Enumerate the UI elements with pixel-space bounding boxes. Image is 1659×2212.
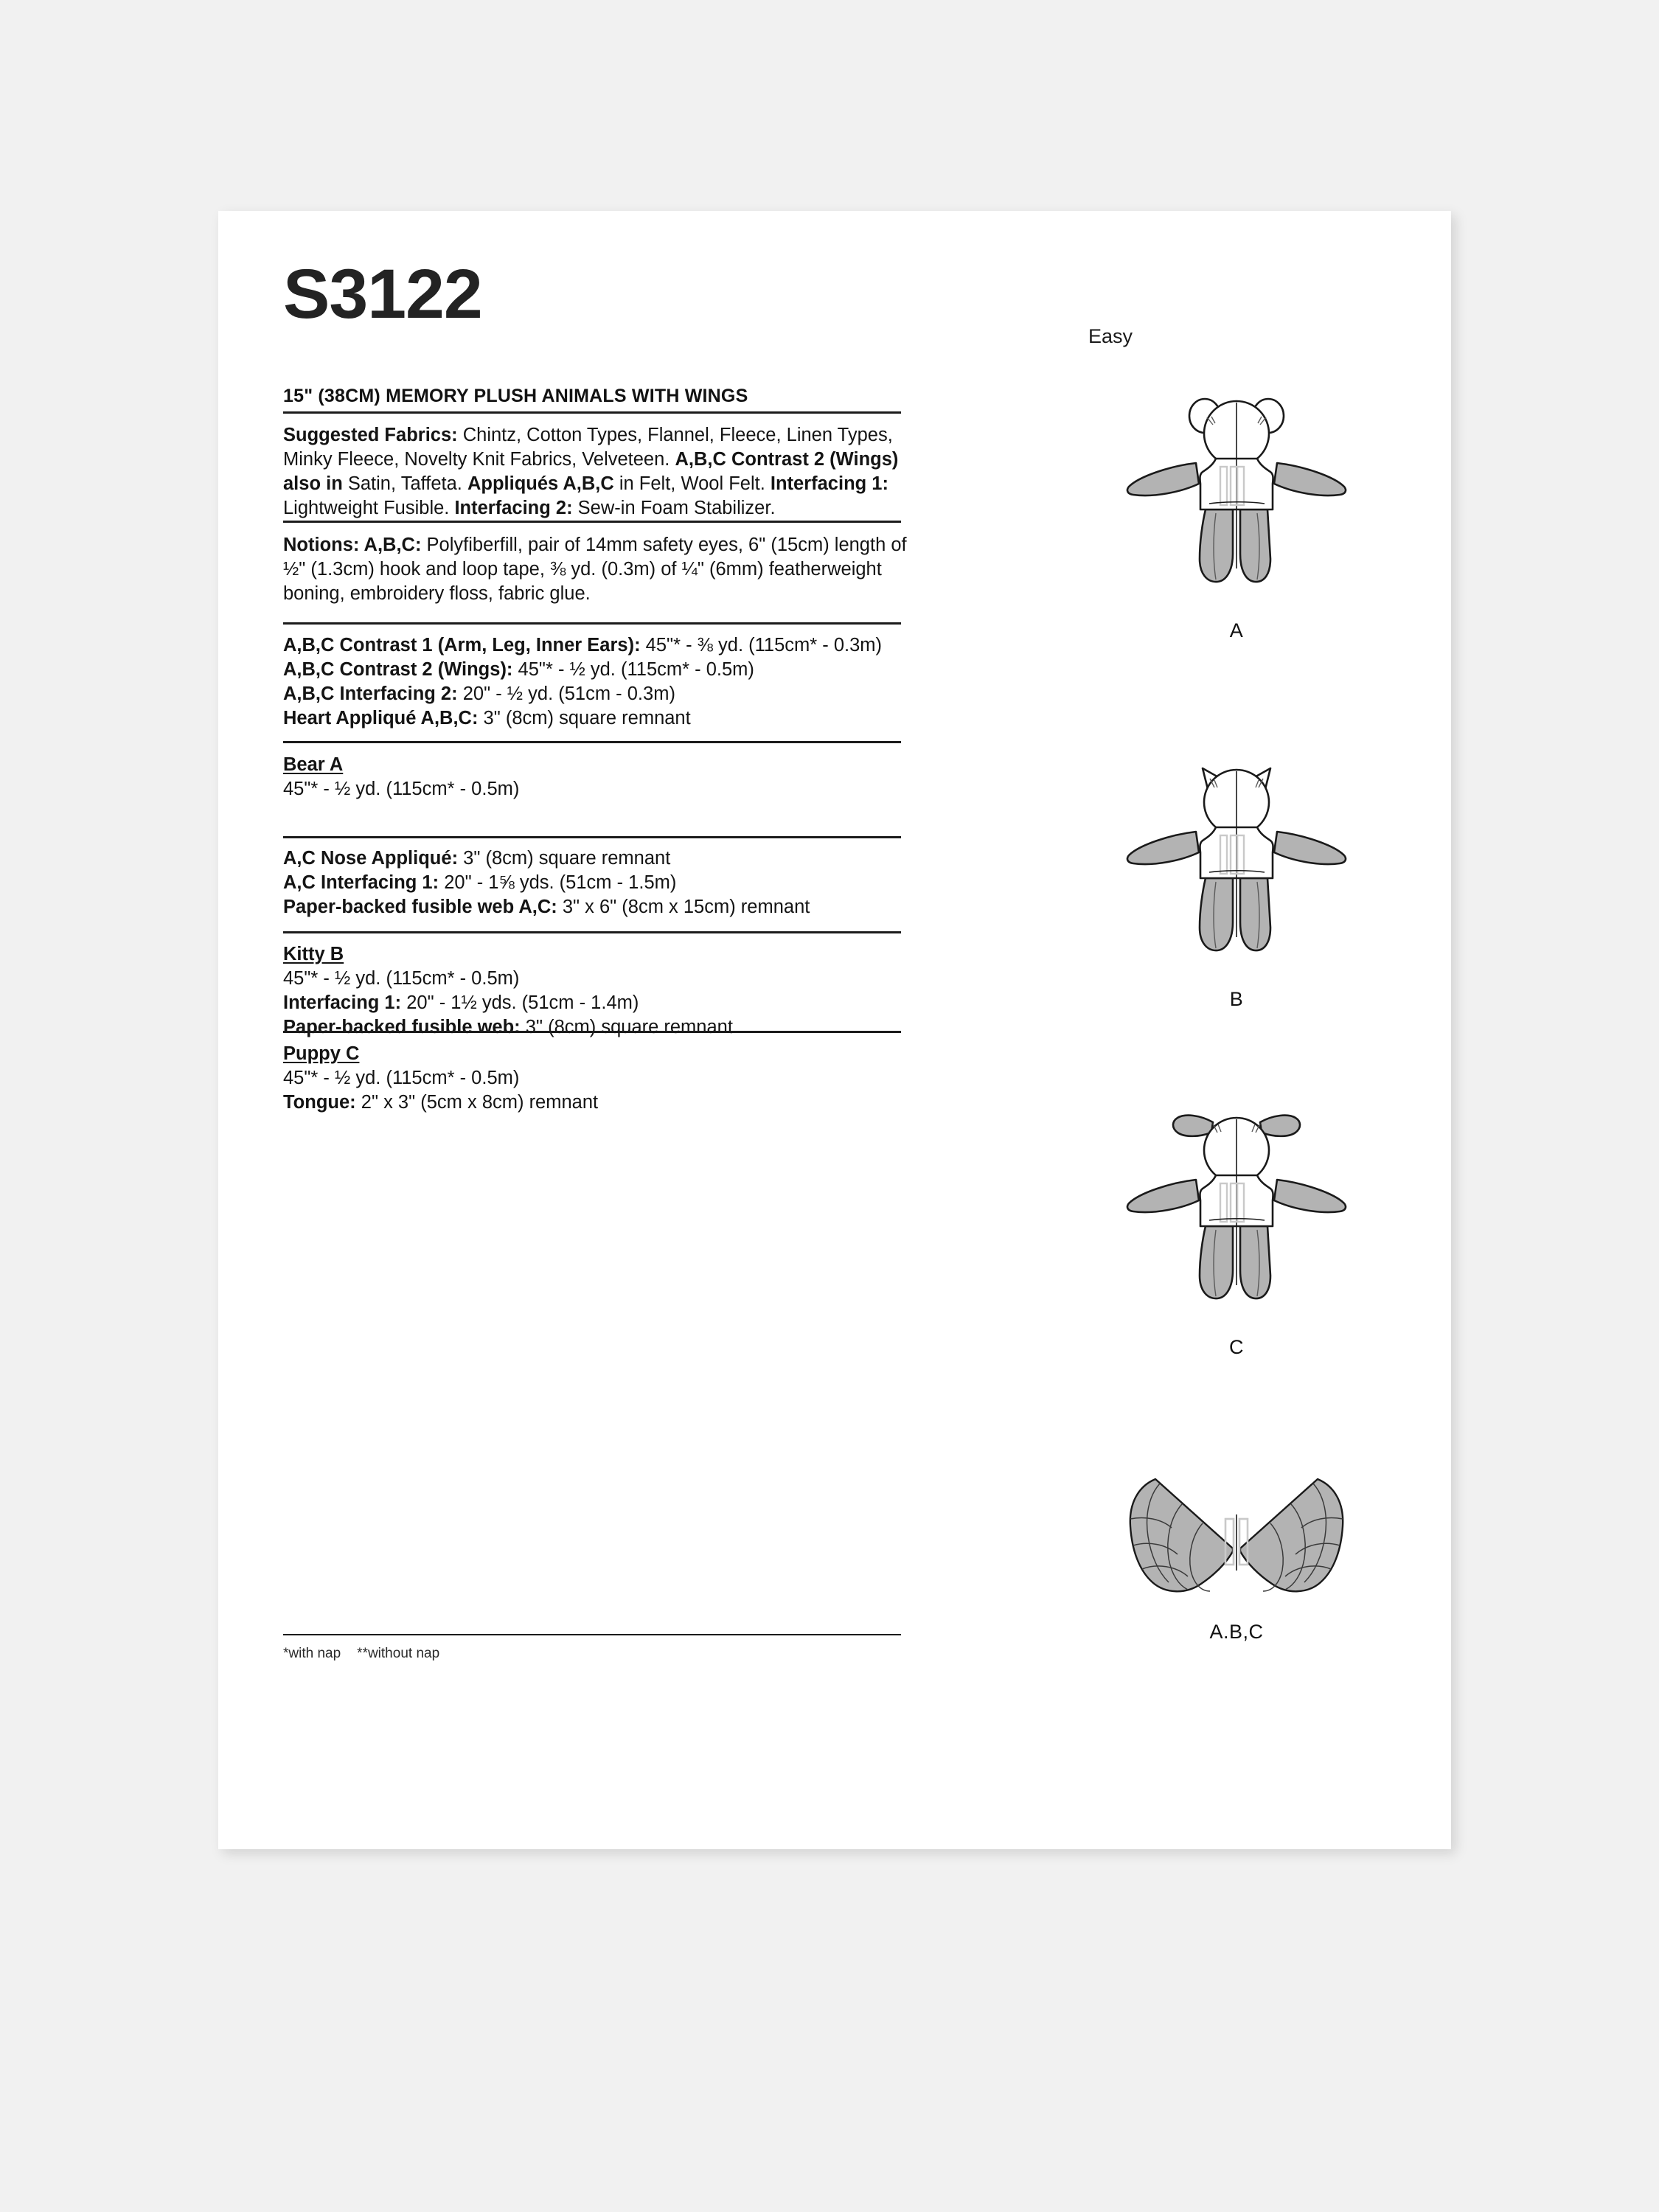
puppy-c-section [283,1042,910,1115]
divider [283,1031,901,1033]
yardage-value: 2" x 3" (5cm x 8cm) remnant [355,1092,599,1113]
interfacing2-text: Sew-in Foam Stabilizer. [572,498,776,518]
kitty-arm-left [1127,832,1199,864]
yardage-row [283,895,910,919]
contrast2-fabrics-label: A,B,C Contrast 2 (Wings) also in [283,449,899,494]
interfacing2-label: Interfacing 2: [454,498,573,518]
wing-left [1130,1479,1233,1591]
divider [283,741,901,743]
contrast2-fabrics-text: Satin, Taffeta. [342,473,467,494]
yardage-label: Heart Appliqué A,B,C: [283,708,479,728]
yardage-value: 20" - 1⅝ yds. (51cm - 1.5m) [439,872,677,893]
yardage-value: 20" - ½ yd. (51cm - 0.3m) [457,684,675,704]
suggested-fabrics-text-1: Chintz, Cotton Types, Flannel, Fleece, Linen Types, Minky Fleece, Novelty Knit Fabrics, Velveteen. [283,425,893,470]
yardage-value: 3" x 6" (8cm x 15cm) remnant [557,897,810,917]
pattern-envelope-page [218,211,1451,1849]
yardage-label: Paper-backed fusible web A,C: [283,897,557,917]
kitty-arm-right [1274,832,1346,864]
puppy-ear-right [1260,1116,1300,1136]
puppy-back-view-drawing [1126,1112,1347,1333]
yardage-value: 3" (8cm) square remnant [458,848,671,869]
figure-label-abc: A.B,C [1209,1621,1264,1643]
illustration-kitty-b [1115,764,1358,1011]
suggested-fabrics-section [283,423,910,521]
bear-leg-right [1240,509,1270,582]
page-title: S3122 [283,255,482,333]
bear-a-yardage: 45"* - ½ yd. (115cm* - 0.5m) [283,779,520,799]
difficulty-label: Easy [1088,325,1133,347]
illustration-wings [1115,1478,1358,1644]
divider [283,836,901,838]
yardage-row [283,682,910,706]
wing-right [1240,1479,1343,1591]
yardage-value: 3" (8cm) square remnant [520,1017,733,1037]
interfacing1-text: Lightweight Fusible. [283,498,455,518]
ac-extras-section [283,846,910,919]
yardage-label: A,B,C Contrast 2 (Wings): [283,659,513,680]
bear-arm-right [1274,463,1346,495]
yardage-row [283,991,910,1015]
yardage-row [283,846,910,871]
divider [283,622,901,625]
pattern-subtitle: 15" (38CM) MEMORY PLUSH ANIMALS WITH WINGS [283,386,748,406]
divider [283,521,901,523]
nap-footnote [283,1646,439,1662]
bear-arm-left [1127,463,1199,495]
notions-text: Polyfiberfill, pair of 14mm safety eyes, 6" (15cm) length of ½" (1.3cm) hook and loop tape, ⅜ yd. (0.3m) of ¼" (6mm) featherweight boning, embroidery floss, fabric glue. [283,535,907,604]
yardage-label: A,B,C Interfacing 2: [283,684,458,704]
yardage-label: Interfacing 1: [283,992,402,1013]
appliques-label: Appliqués A,B,C [467,473,614,494]
wings-drawing [1126,1478,1347,1618]
bear-back-view-drawing [1126,395,1347,616]
yardage-label: A,B,C Contrast 1 (Arm, Leg, Inner Ears): [283,635,641,655]
illustration-puppy-c [1115,1112,1358,1359]
yardage-value: 20" - 1½ yds. (51cm - 1.4m) [401,992,639,1013]
divider [283,411,901,414]
kitty-back-view-drawing [1126,764,1347,985]
with-nap-note: *with nap [283,1646,341,1661]
notions-label: Notions: A,B,C: [283,535,422,555]
illustration-bear-a [1115,395,1358,642]
yardage-row [283,1091,910,1115]
yardage-row [283,1015,910,1040]
puppy-leg-right [1240,1226,1270,1298]
kitty-b-heading: Kitty B [283,944,344,964]
puppy-arm-left [1127,1180,1199,1212]
suggested-fabrics-label: Suggested Fabrics: [283,425,458,445]
puppy-leg-left [1200,1226,1233,1298]
appliques-text: in Felt, Wool Felt. [613,473,771,494]
bear-leg-left [1200,509,1233,582]
yardage-value: 45"* - ½ yd. (115cm* - 0.5m) [512,659,754,680]
yardage-value: 45"* - ⅜ yd. (115cm* - 0.3m) [640,635,883,655]
puppy-c-heading: Puppy C [283,1043,360,1064]
without-nap-note: **without nap [357,1646,440,1661]
figure-label-a: A [1229,619,1244,641]
yardage-label: Paper-backed fusible web: [283,1017,521,1037]
yardage-label: Tongue: [283,1092,356,1113]
interfacing1-label: Interfacing 1: [770,473,888,494]
notions-section [283,533,910,606]
figure-label-c: C [1229,1336,1244,1358]
common-yardage-section [283,633,910,731]
bear-a-section [283,753,910,801]
yardage-row [283,706,910,731]
yardage-row [283,633,910,658]
yardage-row [283,658,910,682]
yardage-label: A,C Nose Appliqué: [283,848,459,869]
puppy-c-yardage: 45"* - ½ yd. (115cm* - 0.5m) [283,1068,520,1088]
kitty-b-yardage: 45"* - ½ yd. (115cm* - 0.5m) [283,968,520,989]
yardage-label: A,C Interfacing 1: [283,872,439,893]
kitty-leg-right [1240,878,1270,950]
divider [283,1634,901,1635]
bear-a-heading: Bear A [283,754,344,775]
puppy-ear-left [1173,1116,1213,1136]
figure-label-b: B [1229,988,1244,1010]
divider [283,931,901,933]
yardage-value: 3" (8cm) square remnant [478,708,691,728]
kitty-b-section [283,942,910,1040]
puppy-arm-right [1274,1180,1346,1212]
yardage-row [283,871,910,895]
kitty-leg-left [1200,878,1233,950]
